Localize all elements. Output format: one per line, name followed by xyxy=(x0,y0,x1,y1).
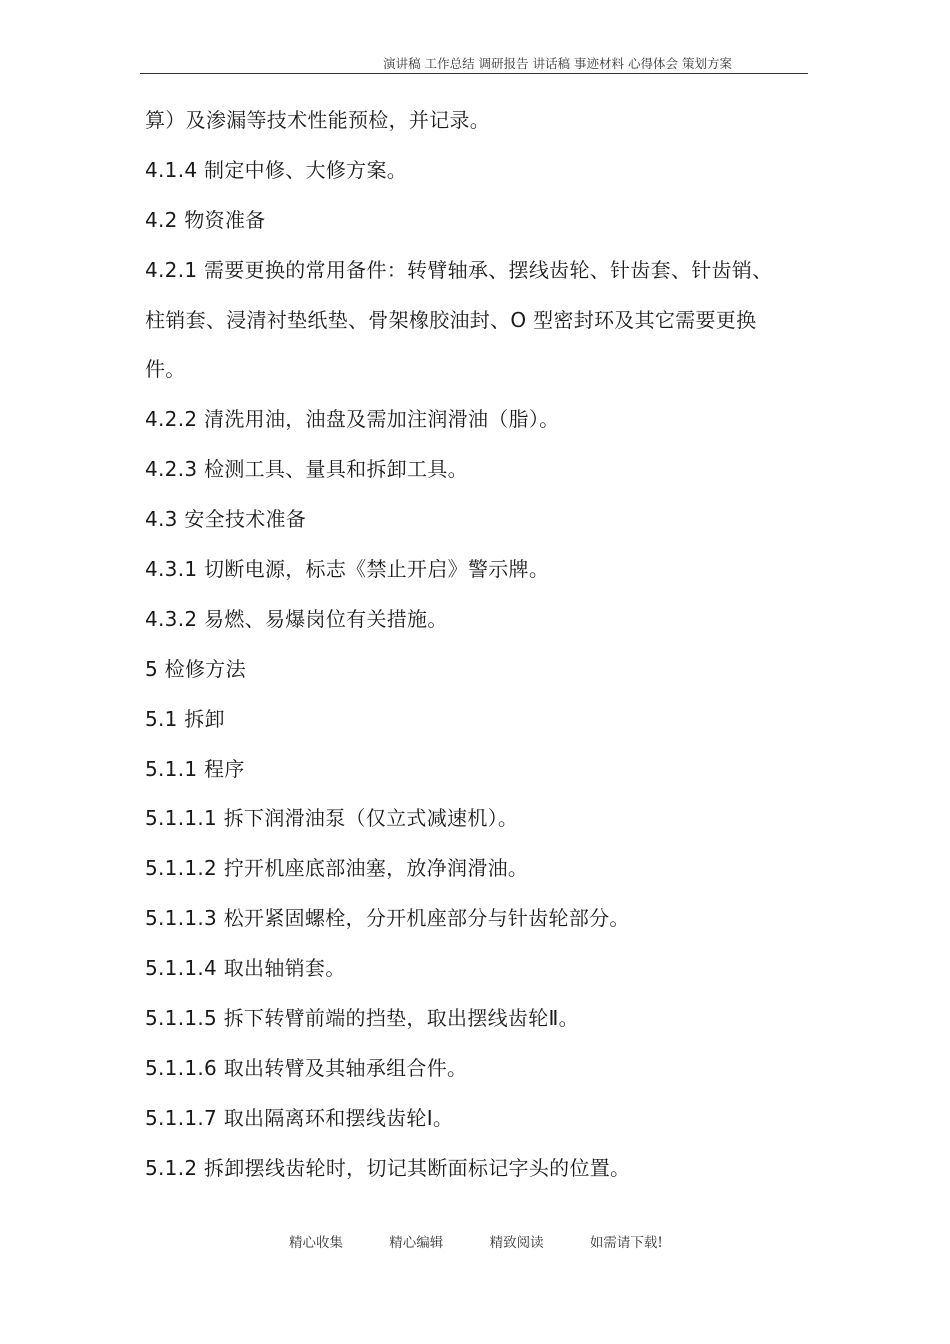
text-line: 4.2.2 清洗用油，油盘及需加注润滑油（脂）。 xyxy=(145,407,560,432)
footer-item: 精致阅读 xyxy=(489,1235,544,1251)
text-line: 算）及渗漏等技术性能预检，并记录。 xyxy=(145,108,491,132)
text-line: 5.1.2 拆卸摆线齿轮时，切记其断面标记字头的位置。 xyxy=(145,1155,631,1180)
text-line: 5.1.1.4 取出轴销套。 xyxy=(145,956,346,981)
footer-item: 精心编辑 xyxy=(389,1235,444,1251)
footer-item: 精心收集 xyxy=(289,1235,343,1251)
section-heading: 5.1 拆卸 xyxy=(145,706,225,731)
section-heading: 4.3 安全技术准备 xyxy=(145,507,307,532)
header-text: 演讲稿 工作总结 调研报告 讲话稿 事迹材料 心得体会 策划方案 xyxy=(383,56,732,71)
text-line: 5.1.1.3 松开紧固螺栓，分开机座部分与针齿轮部分。 xyxy=(145,906,630,931)
text-line: 4.3.2 易燃、易爆岗位有关措施。 xyxy=(145,606,448,631)
text-line: 5.1.1.6 取出转臂及其轴承组合件。 xyxy=(145,1055,468,1080)
text-line: 5.1.1.2 拧开机座底部油塞，放净润滑油。 xyxy=(145,856,529,881)
text-line: 4.2.3 检测工具、量具和拆卸工具。 xyxy=(145,457,468,482)
document-body xyxy=(145,96,815,1194)
text-line: 柱销套、浸清衬垫纸垫、骨架橡胶油封、O 型密封环及其它需要更换 xyxy=(145,307,757,332)
page-header xyxy=(140,56,808,74)
section-heading: 4.2 物资准备 xyxy=(145,207,266,232)
text-line: 件。 xyxy=(145,357,186,382)
text-line: 5.1.1.7 取出隔离环和摆线齿轮Ⅰ。 xyxy=(145,1105,454,1130)
section-heading: 5 检修方法 xyxy=(145,656,246,681)
footer-item: 如需请下载! xyxy=(589,1235,663,1251)
text-line: 4.2.1 需要更换的常用备件：转臂轴承、摆线齿轮、针齿套、针齿销、 xyxy=(145,257,773,282)
text-line: 4.1.4 制定中修、大修方案。 xyxy=(145,157,408,182)
section-heading: 5.1.1 程序 xyxy=(145,756,245,781)
text-line: 5.1.1.1 拆下润滑油泵（仅立式减速机）。 xyxy=(145,806,519,831)
text-line: 4.3.1 切断电源，标志《禁止开启》警示牌。 xyxy=(145,557,550,582)
page-footer xyxy=(289,1233,663,1253)
text-line: 5.1.1.5 拆下转臂前端的挡垫，取出摆线齿轮Ⅱ。 xyxy=(145,1006,579,1031)
